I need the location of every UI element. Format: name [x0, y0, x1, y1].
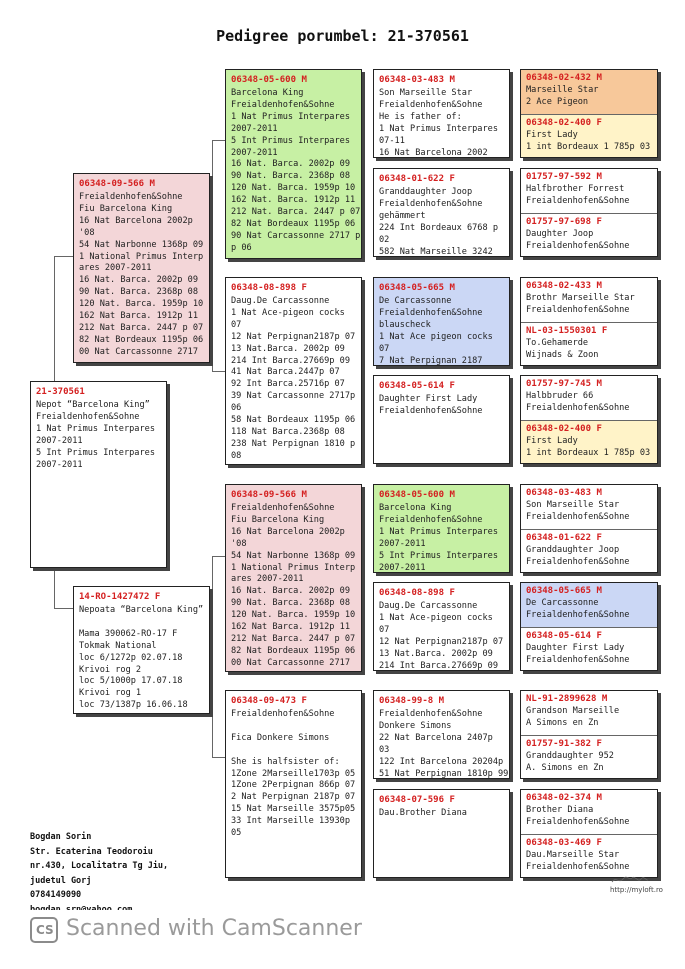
text-line: Son Marseille Star: [379, 88, 473, 98]
breeder-contact: [30, 830, 168, 918]
pedigree-pair-g4-2: [520, 168, 658, 257]
ring-number: NL-91-2899628 M: [526, 694, 608, 704]
card-text: [374, 601, 509, 671]
text-line: 5 Int Primus Interpares: [231, 135, 350, 146]
text-line: 51 Nat Perpignan 1810p 99: [379, 768, 509, 779]
card-text: [226, 503, 361, 670]
text-line: Marseille Star: [526, 85, 599, 95]
pedigree-card-fmf: [373, 277, 510, 366]
ring-number: NL-03-1550301 F: [526, 326, 608, 336]
pedigree-entry: [521, 214, 657, 257]
text-line: Freialdenhofen&Sohne: [231, 503, 335, 513]
text-line: Freialdenhofen&Sohne: [379, 99, 483, 110]
text-line: 05: [231, 828, 242, 839]
card-text: [521, 229, 657, 253]
card-text: [521, 751, 657, 775]
ring-number: 06348-02-374 M: [526, 793, 602, 803]
text-line: 90 Nat. Barca. 2368p 08: [79, 287, 198, 298]
text-line: 06: [231, 403, 242, 414]
pedigree-card-ffm: [373, 168, 510, 257]
text-line: 54 Nat Narbonne 1368p 09: [231, 550, 356, 561]
text-line: He is father of:: [379, 111, 462, 122]
ring-number: 06348-03-483 M: [526, 488, 602, 498]
text-line: ares 2007-2011: [79, 263, 152, 274]
text-line: Freialdenhofen&Sohne: [526, 304, 630, 315]
text-line: 162 Nat Barca. 1912p 11: [79, 311, 198, 322]
pedigree-card-fm: [225, 277, 362, 465]
text-line: 39 Nat Carcassonne 2717p: [231, 391, 356, 402]
text-line: Brothr Marseille Star: [526, 293, 635, 303]
text-line: Str. Ecaterina Teodoroiu: [30, 846, 153, 857]
text-line: 122 Int Barcelona 20204p: [379, 756, 504, 767]
text-line: Son Marseille Star: [526, 500, 620, 510]
text-line: Granddaughter Joop: [379, 187, 473, 197]
text-line: Halfbrother Forrest: [526, 184, 625, 194]
text-line: 120 Nat. Barca. 1959p 10: [231, 610, 356, 621]
pedigree-entry: [521, 421, 657, 464]
text-line: 16 Nat. Barca. 2002p 09: [231, 159, 350, 170]
text-line: 162 Nat. Barca. 1912p 11: [231, 195, 356, 206]
text-line: Krivoi rog 2: [79, 664, 142, 675]
text-line: Freialdenhofen&Sohne: [526, 609, 630, 620]
text-line: 07: [379, 343, 390, 354]
text-line: Freialdenhofen&Sohne: [379, 405, 483, 416]
text-line: 1Zone 2Perpignan 866p 07: [231, 780, 356, 791]
ring-number: 01757-97-745 M: [526, 379, 602, 389]
text-line: 82 Nat Bordeaux 1195p 06: [231, 645, 356, 656]
pedigree-pair-g4-6: [520, 582, 658, 671]
text-line: 582 Nat Marseille 3242: [379, 246, 493, 257]
text-line: Nepoata “Barcelona King”: [79, 605, 204, 615]
text-line: '08: [231, 538, 247, 549]
card-text: [521, 391, 657, 415]
pedigree-entry: [521, 530, 657, 573]
pedigree-entry: [521, 323, 657, 366]
card-text: [521, 643, 657, 667]
text-line: 41 Nat Barca.2447p 07: [231, 367, 340, 378]
card-text: [374, 88, 509, 158]
text-line: 07: [379, 624, 390, 635]
pedigree-pair-g4-4: [520, 375, 658, 464]
text-line: Nepot “Barcelona King”: [36, 400, 150, 410]
text-line: 58 Nat Bordeaux 1195p 06: [231, 415, 356, 426]
text-line: 1 int Bordeaux 1 785p 03: [526, 447, 651, 458]
text-line: 00 Nat Carcassonne 2717: [231, 657, 350, 668]
text-line: De Carcassonne: [526, 598, 599, 608]
text-line: 13 Nat.Barca. 2002p 09: [231, 343, 345, 354]
text-line: To.Gehamerde: [526, 338, 589, 348]
text-line: 238 Nat Perpignan 1810 p: [231, 438, 356, 449]
pedigree-entry: [521, 70, 657, 114]
text-line: Daughter First Lady: [379, 394, 478, 404]
text-line: Granddaughter Joop: [526, 545, 620, 555]
text-line: Krivoi rog 1: [79, 688, 142, 699]
text-line: Freialdenhofen&Sohne: [231, 99, 335, 110]
pedigree-card-subject: [30, 381, 167, 568]
text-line: Granddaughter 952: [526, 751, 614, 761]
text-line: 15 Nat Marseille 3575p05: [231, 804, 356, 815]
pedigree-entry: [521, 115, 657, 158]
text-line: Freialdenhofen&Sohne: [36, 411, 140, 422]
ring-number: 06348-09-566 M: [79, 179, 155, 189]
text-line: 54 Nat Narbonne 1368p 09: [79, 239, 204, 250]
text-line: 03: [379, 744, 390, 755]
card-text: [521, 338, 657, 362]
ring-number: 06348-08-898 F: [231, 283, 307, 293]
card-text: [31, 400, 166, 471]
ring-number: 06348-05-665 M: [379, 283, 455, 293]
text-line: De Carcassonne: [379, 296, 452, 306]
text-line: ares 2007-2011: [231, 574, 304, 585]
text-line: [79, 617, 204, 629]
text-line: 2007-2011: [379, 562, 426, 573]
text-line: A. Simons en Zn: [526, 762, 604, 773]
ring-number: 06348-05-665 M: [526, 586, 602, 596]
card-text: [521, 850, 657, 874]
text-line: 120 Nat. Barca. 1959p 10: [231, 183, 356, 194]
text-line: Fiu Barcelona King: [79, 203, 173, 214]
text-line: 1 National Primus Interp: [79, 251, 204, 262]
pedigree-entry: [521, 835, 657, 878]
text-line: Barcelona King: [231, 88, 304, 98]
text-line: 1 int Bordeaux 1 785p 03: [526, 141, 651, 152]
text-line: 02: [379, 234, 390, 245]
text-line: 212 Nat. Barca. 2447 p 07: [231, 207, 361, 218]
text-line: 214 Int Barca.27669p 09: [231, 355, 350, 366]
card-text: [374, 503, 509, 573]
card-text: [521, 184, 657, 208]
card-text: [374, 709, 509, 779]
card-text: [74, 192, 209, 359]
text-line: 2007-2011: [36, 459, 83, 470]
text-line: 13 Nat.Barca. 2002p 09: [379, 648, 493, 659]
ring-number: 01757-97-698 F: [526, 217, 602, 227]
text-line: 90 Nat. Barca. 2368p 08: [231, 171, 350, 182]
text-line: 12 Nat Perpignan2187p 07: [379, 636, 504, 647]
pedigree-card-fmm: [373, 375, 510, 464]
pedigree-entry: [521, 583, 657, 627]
text-line: judetul Gorj: [30, 875, 92, 886]
text-line: 92 Int Barca.25716p 07: [231, 379, 345, 390]
ring-number: 06348-01-622 F: [526, 533, 602, 543]
text-line: Daug.De Carcassonne: [231, 296, 330, 306]
pedigree-card-mother: [73, 586, 210, 714]
connector-line: [54, 568, 75, 609]
text-line: 1 Nat Primus Interpares: [36, 423, 155, 434]
ring-number: 06348-02-433 M: [526, 281, 602, 291]
text-line: 5 Int Primus Interpares: [379, 550, 498, 561]
text-line: 16 Nat Barcelona 2002p: [231, 526, 345, 537]
card-text: [521, 130, 657, 154]
text-line: 16 Nat. Barca. 2002p 09: [79, 275, 198, 286]
text-line: 1 Nat Ace-pigeon cocks: [379, 612, 493, 623]
text-line: 1 Nat Primus Interpares: [379, 526, 498, 537]
text-line: Dau.Marseille Star: [526, 850, 620, 860]
text-line: Freialdenhofen&Sohne: [526, 240, 630, 251]
pedigree-pair-g4-5: [520, 484, 658, 573]
text-line: 2 Ace Pigeon: [526, 96, 589, 107]
ring-number: 06348-03-483 M: [379, 75, 455, 85]
text-line: Brother Diana: [526, 805, 594, 815]
card-text: [521, 436, 657, 460]
ring-number: 06348-09-473 F: [231, 696, 307, 706]
text-line: A Simons en Zn: [526, 717, 599, 728]
pedigree-card-mmf: [373, 690, 510, 779]
text-line: Bogdan Sorin: [30, 832, 92, 842]
card-text: [374, 296, 509, 366]
text-line: 16 Nat Barcelona 2002: [379, 147, 488, 158]
text-line: 07: [231, 319, 242, 330]
text-line: Grandson Marseille: [526, 706, 620, 716]
text-line: 08: [231, 450, 242, 461]
text-line: Barcelona King: [379, 503, 452, 513]
pedigree-pair-g4-8: [520, 789, 658, 878]
ring-number: 06348-99-8 M: [379, 696, 445, 706]
text-line: 07-11: [379, 135, 405, 146]
text-line: 1 Nat Ace pigeon cocks: [379, 331, 493, 342]
pedigree-card-father: [73, 173, 210, 363]
text-line: 82 Nat Bordeaux 1195p 06: [79, 334, 204, 345]
ring-number: 14-RO-1427472 F: [79, 592, 161, 602]
text-line: 2007-2011: [231, 147, 278, 158]
text-line: 2007-2011: [231, 123, 278, 134]
text-line: Freialdenhofen&Sohne: [526, 654, 630, 665]
signature-scribble: [610, 875, 650, 885]
text-line: 2007-2011: [379, 538, 426, 549]
ring-number: 21-370561: [36, 387, 85, 397]
card-text: [226, 296, 361, 463]
pedigree-pair-g4-3: [520, 277, 658, 366]
text-line: 120 Nat. Barca. 1959p 10: [79, 299, 204, 310]
text-line: 224 Int Bordeaux 6768 p: [379, 222, 498, 233]
text-line: Freialdenhofen&Sohne: [231, 709, 335, 719]
card-text: [521, 500, 657, 524]
card-text: [74, 605, 209, 712]
text-line: loc 5/1000p 17.07.18: [79, 676, 183, 687]
text-line: Freialdenhofen&Sohne: [79, 192, 183, 202]
card-text: [226, 709, 361, 840]
text-line: 22 Nat Barcelona 2407p: [379, 732, 493, 743]
text-line: First Lady: [526, 130, 578, 140]
text-line: Freialdenhofen&Sohne: [379, 514, 483, 525]
logo-text: CS: [36, 923, 54, 937]
text-line: 214 Int Barca.27669p 09: [379, 660, 498, 671]
text-line: 0784149090: [30, 890, 82, 901]
card-text: [521, 598, 657, 622]
text-line: 118 Nat Barca.2368p 08: [231, 426, 345, 437]
pedigree-card-fff: [373, 69, 510, 158]
text-line: 5 Int Primus Interpares: [36, 447, 155, 458]
text-line: Mama 390062-RO-17 F: [79, 628, 178, 639]
text-line: nr.430, Localitatra Tg Jiu,: [30, 861, 169, 872]
card-text: [226, 88, 361, 255]
card-text: [374, 394, 509, 418]
text-line: 1Zone 2Marseille1703p 05: [231, 768, 356, 779]
card-text: [521, 545, 657, 569]
card-text: [521, 805, 657, 829]
pedigree-entry: [521, 691, 657, 735]
card-text: [521, 85, 657, 109]
pedigree-card-mfm: [373, 582, 510, 671]
pedigree-card-mff: [373, 484, 510, 573]
text-line: 12 Nat Perpignan2187p 07: [231, 331, 356, 342]
text-line: p 06: [231, 242, 252, 253]
ring-number: 06348-02-400 F: [526, 424, 602, 434]
text-line: 1 National Primus Interp: [231, 562, 356, 573]
text-line: 1 Nat Primus Interpares: [379, 123, 498, 134]
text-line: blauscheck: [379, 319, 431, 330]
text-line: Freialdenhofen&Sohne: [526, 511, 630, 522]
ring-number: 06348-07-596 F: [379, 795, 455, 805]
pedigree-entry: [521, 628, 657, 671]
pedigree-entry: [521, 169, 657, 213]
text-line: gehämmert: [379, 210, 426, 221]
text-line: Tokmak National: [79, 640, 157, 651]
text-line: 90 Nat Carcassonne 2717 p: [231, 230, 361, 241]
text-line: Daughter First Lady: [526, 643, 625, 653]
ring-number: 01757-97-592 M: [526, 172, 602, 182]
pedigree-entry: [521, 485, 657, 529]
card-text: [521, 706, 657, 730]
ring-number: 06348-02-432 M: [526, 73, 602, 83]
text-line: Donkere Simons: [379, 720, 452, 731]
text-line: 212 Nat Barca. 2447 p 07: [231, 633, 356, 644]
ring-number: 06348-01-622 F: [379, 174, 455, 184]
text-line: 90 Nat. Barca. 2368p 08: [231, 598, 350, 609]
text-line: [231, 721, 356, 733]
text-line: Freialdenhofen&Sohne: [379, 709, 483, 719]
pedigree-card-mmm: [373, 789, 510, 878]
card-text: [521, 293, 657, 317]
watermark-text: Scanned with CamScanner: [66, 916, 362, 941]
text-line: 162 Nat Barca. 1912p 11: [231, 622, 350, 633]
text-line: Freialdenhofen&Sohne: [526, 816, 630, 827]
text-line: loc 73/1387p 16.06.18: [79, 700, 188, 711]
text-line: 2 Nat Perpignan 2187p 07: [231, 792, 356, 803]
ring-number: 06348-05-614 F: [379, 381, 455, 391]
ring-number: 06348-05-614 F: [526, 631, 602, 641]
text-line: Fica Donkere Simons: [231, 732, 330, 743]
text-line: Daug.De Carcassonne: [379, 601, 478, 611]
text-line: Freialdenhofen&Sohne: [526, 556, 630, 567]
text-line: Freialdenhofen&Sohne: [526, 195, 630, 206]
ring-number: 06348-05-600 M: [379, 490, 455, 500]
text-line: 16 Nat. Barca. 2002p 09: [231, 586, 350, 597]
ring-number: 06348-05-600 M: [231, 75, 307, 85]
ring-number: 06348-08-898 F: [379, 588, 455, 598]
text-line: Freialdenhofen&Sohne: [379, 198, 483, 209]
camscanner-logo-icon: [30, 917, 58, 943]
text-line: Fiu Barcelona King: [231, 514, 325, 525]
text-line: Dau.Brother Diana: [379, 808, 467, 818]
text-line: 1 Nat Ace-pigeon cocks: [231, 307, 345, 318]
text-line: Freialdenhofen&Sohne: [526, 402, 630, 413]
pedigree-entry: [521, 736, 657, 779]
pedigree-pair-g4-7: [520, 690, 658, 779]
pedigree-entry: [521, 376, 657, 420]
text-line: Halbbruder 66: [526, 391, 594, 401]
ring-number: 06348-03-469 F: [526, 838, 602, 848]
pedigree-entry: [521, 790, 657, 834]
text-line: First Lady: [526, 436, 578, 446]
connector-line: [54, 256, 75, 385]
text-line: 16 Nat Barcelona 2002p: [79, 215, 193, 226]
card-text: [374, 808, 509, 820]
text-line: 82 Nat Bordeaux 1195p 06: [231, 218, 356, 229]
text-line: 2007-2011: [36, 435, 83, 446]
ring-number: 06348-02-400 F: [526, 118, 602, 128]
text-line: loc 6/1272p 02.07.18: [79, 652, 183, 663]
pedigree-card-ff: [225, 69, 362, 259]
ring-number: 01757-91-382 F: [526, 739, 602, 749]
page-title: Pedigree porumbel: 21-370561: [216, 27, 469, 45]
text-line: Freialdenhofen&Sohne: [526, 861, 630, 872]
text-line: 00 Nat Carcassonne 2717: [79, 346, 198, 357]
site-link[interactable]: http://myloft.ro: [610, 886, 663, 894]
text-line: 7 Nat Perpignan 2187: [379, 355, 483, 366]
text-line: She is halfsister of:: [231, 756, 340, 767]
pedigree-card-mm: [225, 690, 362, 878]
pedigree-pair-g4-1: [520, 69, 658, 158]
card-text: [374, 187, 509, 257]
pedigree-card-mf: [225, 484, 362, 672]
pedigree-entry: [521, 278, 657, 322]
text-line: [231, 745, 356, 757]
text-line: Daughter Joop: [526, 229, 594, 239]
text-line: Freialdenhofen&Sohne: [379, 307, 483, 318]
text-line: 212 Nat Barca. 2447 p 07: [79, 322, 204, 333]
text-line: Wijnads & Zoon: [526, 349, 599, 360]
text-line: 1 Nat Primus Interpares: [231, 111, 350, 122]
ring-number: 06348-09-566 M: [231, 490, 307, 500]
text-line: 33 Int Marseille 13930p: [231, 816, 350, 827]
text-line: '08: [79, 227, 95, 238]
